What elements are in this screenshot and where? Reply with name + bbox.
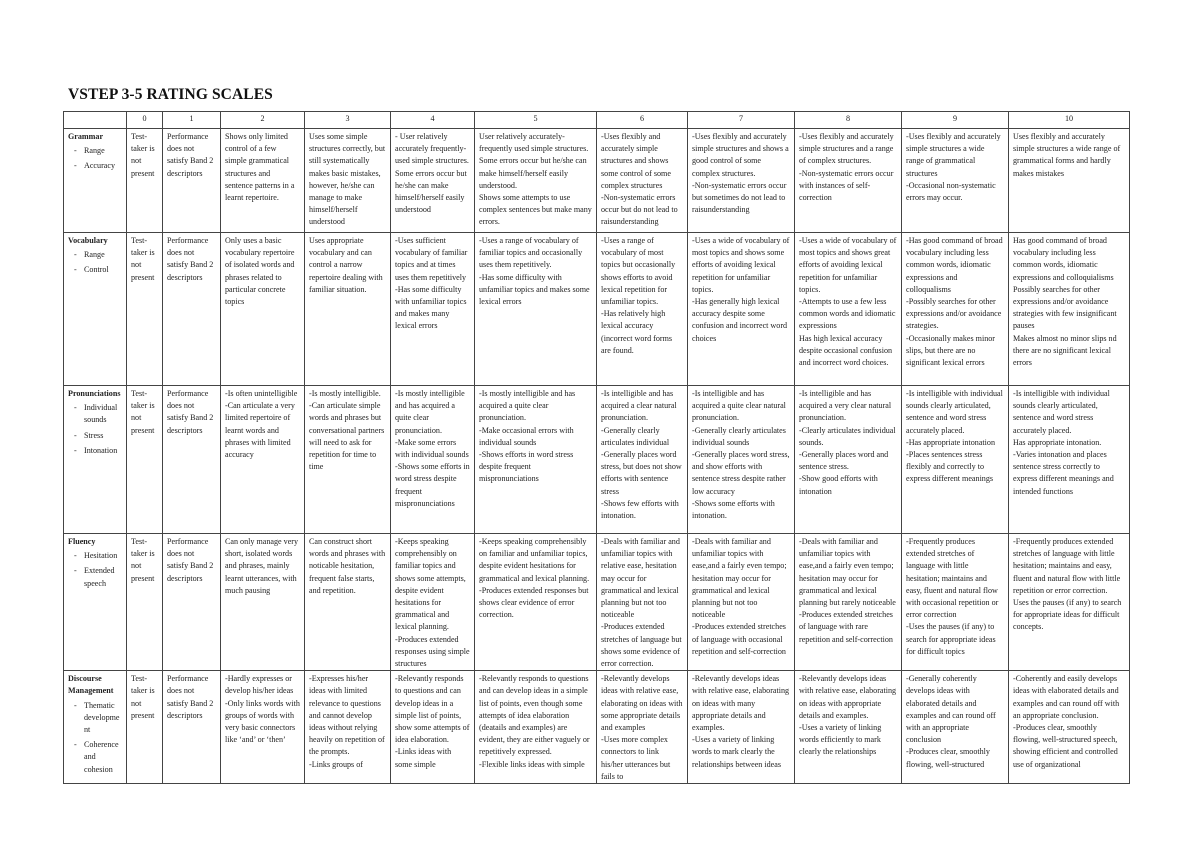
band-header: 10 [1009,112,1130,129]
band-header: 0 [127,112,163,129]
band-header: 6 [597,112,688,129]
band-descriptor: -Uses a wide of vocabulary of most topics and shows great efforts of avoiding lexical repetition for unfamiliar topics. -Attempts to use a few less common words and idiomatic expressions Has high lexical accuracy despite occasional confusion and incorrect word choices. [795,233,902,386]
band-descriptor: Uses flexibly and accurately simple structures a wide range of grammatical forms and hardly makes mistakes [1009,129,1130,233]
criterion-name: Vocabulary [68,236,108,245]
band-descriptor: Can construct short words and phrases with noticable hesitation, frequent false starts, and repetition. [305,534,391,671]
criterion-cell [64,386,127,534]
sub-criterion: - Accuracy [84,160,122,172]
band-descriptor: -Uses a range of vocabulary of most topics but occasionally shows efforts to avoid lexical repetition for unfamiliar topics. -Has relatively high lexical accuracy (incorrect word forms are found. [597,233,688,386]
band-descriptor: -Is intelligible with individual sounds clearly articulated, sentence and word stress accurately placed. Has appropriate intonation. -Varies intonation and places sentence stress correctly to express different meanings and intended functions [1009,386,1130,534]
band-header: 8 [795,112,902,129]
band-descriptor: -Is intelligible and has acquired a very clear natural pronunciation. -Clearly articulates individual sounds. -Generally places word and sentence stress. -Show good efforts with intonation [795,386,902,534]
band-descriptor: Uses some simple structures correctly, but still systematically makes basic mistakes, however, he/she can manage to make himself/herself understood [305,129,391,233]
band-header: 4 [391,112,475,129]
sub-criterion: - Extended speech [84,565,122,589]
criterion-row-pronunciations [64,386,1130,534]
band-descriptor: -Relevantly develops ideas with relative ease, elaborating on ideas with many appropriate details and examples. -Uses a variety of linking words to mark clearly the relationships between ideas [688,671,795,784]
criterion-cell [64,671,127,784]
band-descriptor: -Is mostly intelligible and has acquired a quite clear pronunciation. -Make some errors with individual sounds -Shows some efforts in word stress despite frequent mispronunciations [391,386,475,534]
band-descriptor: -Uses a wide of vocabulary of most topics and shows some efforts of avoiding lexical repetition for unfamiliar topics. -Has generally high lexical accuracy despite some confusion and incorrect word choices [688,233,795,386]
band-descriptor: -Uses flexibly and accurately simple structures a wide range of grammatical structures -Occasional non-systematic errors may occur. [902,129,1009,233]
sub-criterion: - Thematic development [84,700,122,737]
band-descriptor: -Generally coherently develops ideas with elaborated details and examples and can round off with an appropriate conclusion -Produces clear, smoothly flowing, well-structured [902,671,1009,784]
sub-criteria-list [68,700,122,776]
band-descriptor: -Is often unintelligible -Can articulate a very limited repertoire of learnt words and phrases with limited accuracy [221,386,305,534]
band-descriptor: -Coherently and easily develops ideas with elaborated details and examples and can round off with an appropriate conclusion. -Produces clear, smoothly flowing, well-structured speech, showing efficient and controlled use of organizational [1009,671,1130,784]
band-header: 9 [902,112,1009,129]
band-descriptor: -Frequently produces extended stretches of language with little hesitation; maintains and easy, fluent and natural flow with little repetition or error correction. Uses the pauses (if any) to search for appropriate ideas for difficult concepts. [1009,534,1130,671]
band-descriptor: -Relevantly responds to questions and can develop ideas in a simple list of points, show some attempts of idea elaboration. -Links ideas with some simple [391,671,475,784]
band-header: 7 [688,112,795,129]
band-descriptor: -Uses flexibly and accurately simple structures and shows some control of some complex structures -Non-systematic errors occur but do not lead to raisunderstanding [597,129,688,233]
sub-criterion: - Hesitation [84,550,122,562]
criterion-name: Pronunciations [68,389,121,398]
band-descriptor: -Expresses his/her ideas with limited relevance to questions and cannot develop ideas without relying heavily on repetition of the prompts. -Links groups of [305,671,391,784]
band-descriptor: - User relatively accurately frequently-used simple structures. Some errors occur but he/she can make himself/herself easily understood [391,129,475,233]
band-descriptor: -Relevantly responds to questions and can develop ideas in a simple list of points, even though some attempts of idea elaboration (deatails and examples) are evident, they are either vaguely or repetitively expressed. -Flexible links ideas with simple [475,671,597,784]
band-header: 5 [475,112,597,129]
sub-criterion: - Coherence and cohesion [84,739,122,776]
criterion-name: Fluency [68,537,96,546]
band-descriptor: -Frequently produces extended stretches of language with little hesitation; maintains and easy, fluent and natural flow with occasional repetition or error correction -Uses the pauses (if any) to search for appropriate ideas for difficult topics [902,534,1009,671]
band-header: 1 [163,112,221,129]
criterion-row-fluency [64,534,1130,671]
band-descriptor: User relatively accurately-frequently used simple structures. Some errors occur but he/she can make himself/herself easily understood. Shows some attempts to use complex sentences but make many errors. [475,129,597,233]
band-descriptor: Performance does not satisfy Band 2 descriptors [163,129,221,233]
band-descriptor: Test- taker is not present [127,386,163,534]
band-descriptor: Shows only limited control of a few simple grammatical structures and sentence patterns in a learnt repertoire. [221,129,305,233]
band-descriptor: Has good command of broad vocabulary including less common words, idiomatic expressions and colloquialisms Possibly searches for other expressions and/or avoidance strategies with few insignificant pauses Makes almost no minor slips nd there are no significant lexical errors [1009,233,1130,386]
sub-criterion: - Stress [84,430,122,442]
sub-criterion: - Intonation [84,445,122,457]
band-descriptor: -Uses a range of vocabulary of familiar topics and occasionally uses them repetitively. -Has some difficulty with unfamiliar topics and makes some lexical errors [475,233,597,386]
band-descriptor: -Deals with familiar and unfamiliar topics with ease,and a fairly even tempo; hesitation may occur for grammatical and lexical planning but rarely noticeable -Produces extended stretches of language with rare repetition and self-correction [795,534,902,671]
band-descriptor: -Relevantly develops ideas with relative ease, elaborating on ideas with some appropriate details and examples -Uses more complex connectors to link his/her utterances but fails to [597,671,688,784]
sub-criteria-list [68,249,122,276]
criterion-name: Grammar [68,132,104,141]
band-descriptor: Performance does not satisfy Band 2 descriptors [163,386,221,534]
criterion-name: Discourse Management [68,674,114,696]
criterion-cell [64,129,127,233]
band-descriptor: Performance does not satisfy Band 2 descriptors [163,534,221,671]
sub-criterion: - Individual sounds [84,402,122,426]
criterion-cell [64,534,127,671]
sub-criterion: - Range [84,145,122,157]
sub-criterion: - Range [84,249,122,261]
criterion-row-discourse-management [64,671,1130,784]
band-descriptor: -Is intelligible and has acquired a clear natural pronunciation. -Generally clearly articulates individual -Generally places word stress, but does not show efforts with sentence stress -Shows few efforts with intonation. [597,386,688,534]
band-descriptor: Can only manage very short, isolated words and phrases, mainly learnt utterances, with much pausing [221,534,305,671]
band-descriptor: Test- taker is not present [127,671,163,784]
band-descriptor: -Is mostly intelligible. -Can articulate simple words and phrases but conversational partners will need to ask for repetition for time to time [305,386,391,534]
sub-criteria-list [68,402,122,457]
band-descriptor: -Keeps speaking comprehensibly on familiar and unfamiliar topics, despite evident hesitations for grammatical and lexical planning. -Produces extended responses but shows clear evidence of error correction. [475,534,597,671]
header-corner [64,112,127,129]
band-descriptor: -Deals with familiar and unfamiliar topics with relative ease, hesitation may occur for grammatical and lexical planning but not too noticeable -Produces extended stretches of language but shows some evidence of error correction. [597,534,688,671]
band-descriptor: -Uses flexibly and accurately simple structures and a range of complex structures. -Non-systematic errors occur with instances of self-correction [795,129,902,233]
band-descriptor: -Has good command of broad vocabulary including less common words, idiomatic expressions and colloqualisms -Possibly searches for other expressions and/or avoidance strategies. -Occasionally makes minor slips, but there are no significant lexical errors [902,233,1009,386]
band-descriptor: Test- taker is not present [127,534,163,671]
band-descriptor: -Uses sufficient vocabulary of familiar topics and at times uses them repetitively -Has some difficulty with unfamiliar topics and makes many lexical errors [391,233,475,386]
band-descriptor: Only uses a basic vocabulary repertoire of isolated words and phrases related to particular concrete topics [221,233,305,386]
criterion-row-grammar [64,129,1130,233]
sub-criteria-list [68,145,122,172]
band-descriptor: -Is mostly intelligible and has acquired a quite clear pronunciation. -Make occasional errors with individual sounds -Shows efforts in word stress despite frequent mispronunciations [475,386,597,534]
band-descriptor: Test- taker is not present [127,233,163,386]
band-descriptor: -Is intelligible and has acquired a quite clear natural pronunciation. -Generally clearly articulates individual sounds -Generally places word stress, and show efforts with sentence stress despite rather low accuracy -Shows some efforts with intonation. [688,386,795,534]
rating-scale-table [63,111,1130,784]
band-descriptor: Test- taker is not present [127,129,163,233]
band-descriptor: -Hardly expresses or develop his/her ideas -Only links words with groups of words with very basic connectors like ‘and’ or ‘then’ [221,671,305,784]
sub-criteria-list [68,550,122,590]
band-descriptor: -Keeps speaking comprehensibly on familiar topics and shows some attempts, despite evident hesitations for grammatical and lexical planning. -Produces extended responses using simple structures [391,534,475,671]
band-header: 2 [221,112,305,129]
band-header-row [64,112,1130,129]
criterion-row-vocabulary [64,233,1130,386]
band-descriptor: Uses appropriate vocabulary and can control a narrow repertoire dealing with familiar situation. [305,233,391,386]
page-title: VSTEP 3-5 RATING SCALES [68,86,273,103]
band-descriptor: Performance does not satisfy Band 2 descriptors [163,671,221,784]
band-descriptor: -Is intelligible with individual sounds clearly articulated, sentence and word stress accurately placed. -Has appropriate intonation -Places sentences stress flexibly and correctly to express different meanings [902,386,1009,534]
band-descriptor: -Relevantly develops ideas with relative ease, elaborating on ideas with appropriate details and examples. -Uses a variety of linking words efficiently to mark clearly the relationships [795,671,902,784]
sub-criterion: - Control [84,264,122,276]
band-descriptor: -Uses flexibly and accurately simple structures and shows a good control of some complex structures. -Non-systematic errors occur but sometimes do not lead to raisunderstanding [688,129,795,233]
band-descriptor: Performance does not satisfy Band 2 descriptors [163,233,221,386]
band-descriptor: -Deals with familiar and unfamiliar topics with ease,and a fairly even tempo; hesitation may occur for grammatical and lexical planning but not too noticeable -Produces extended stretches of language with occasional repetition and self-correction [688,534,795,671]
band-header: 3 [305,112,391,129]
criterion-cell [64,233,127,386]
